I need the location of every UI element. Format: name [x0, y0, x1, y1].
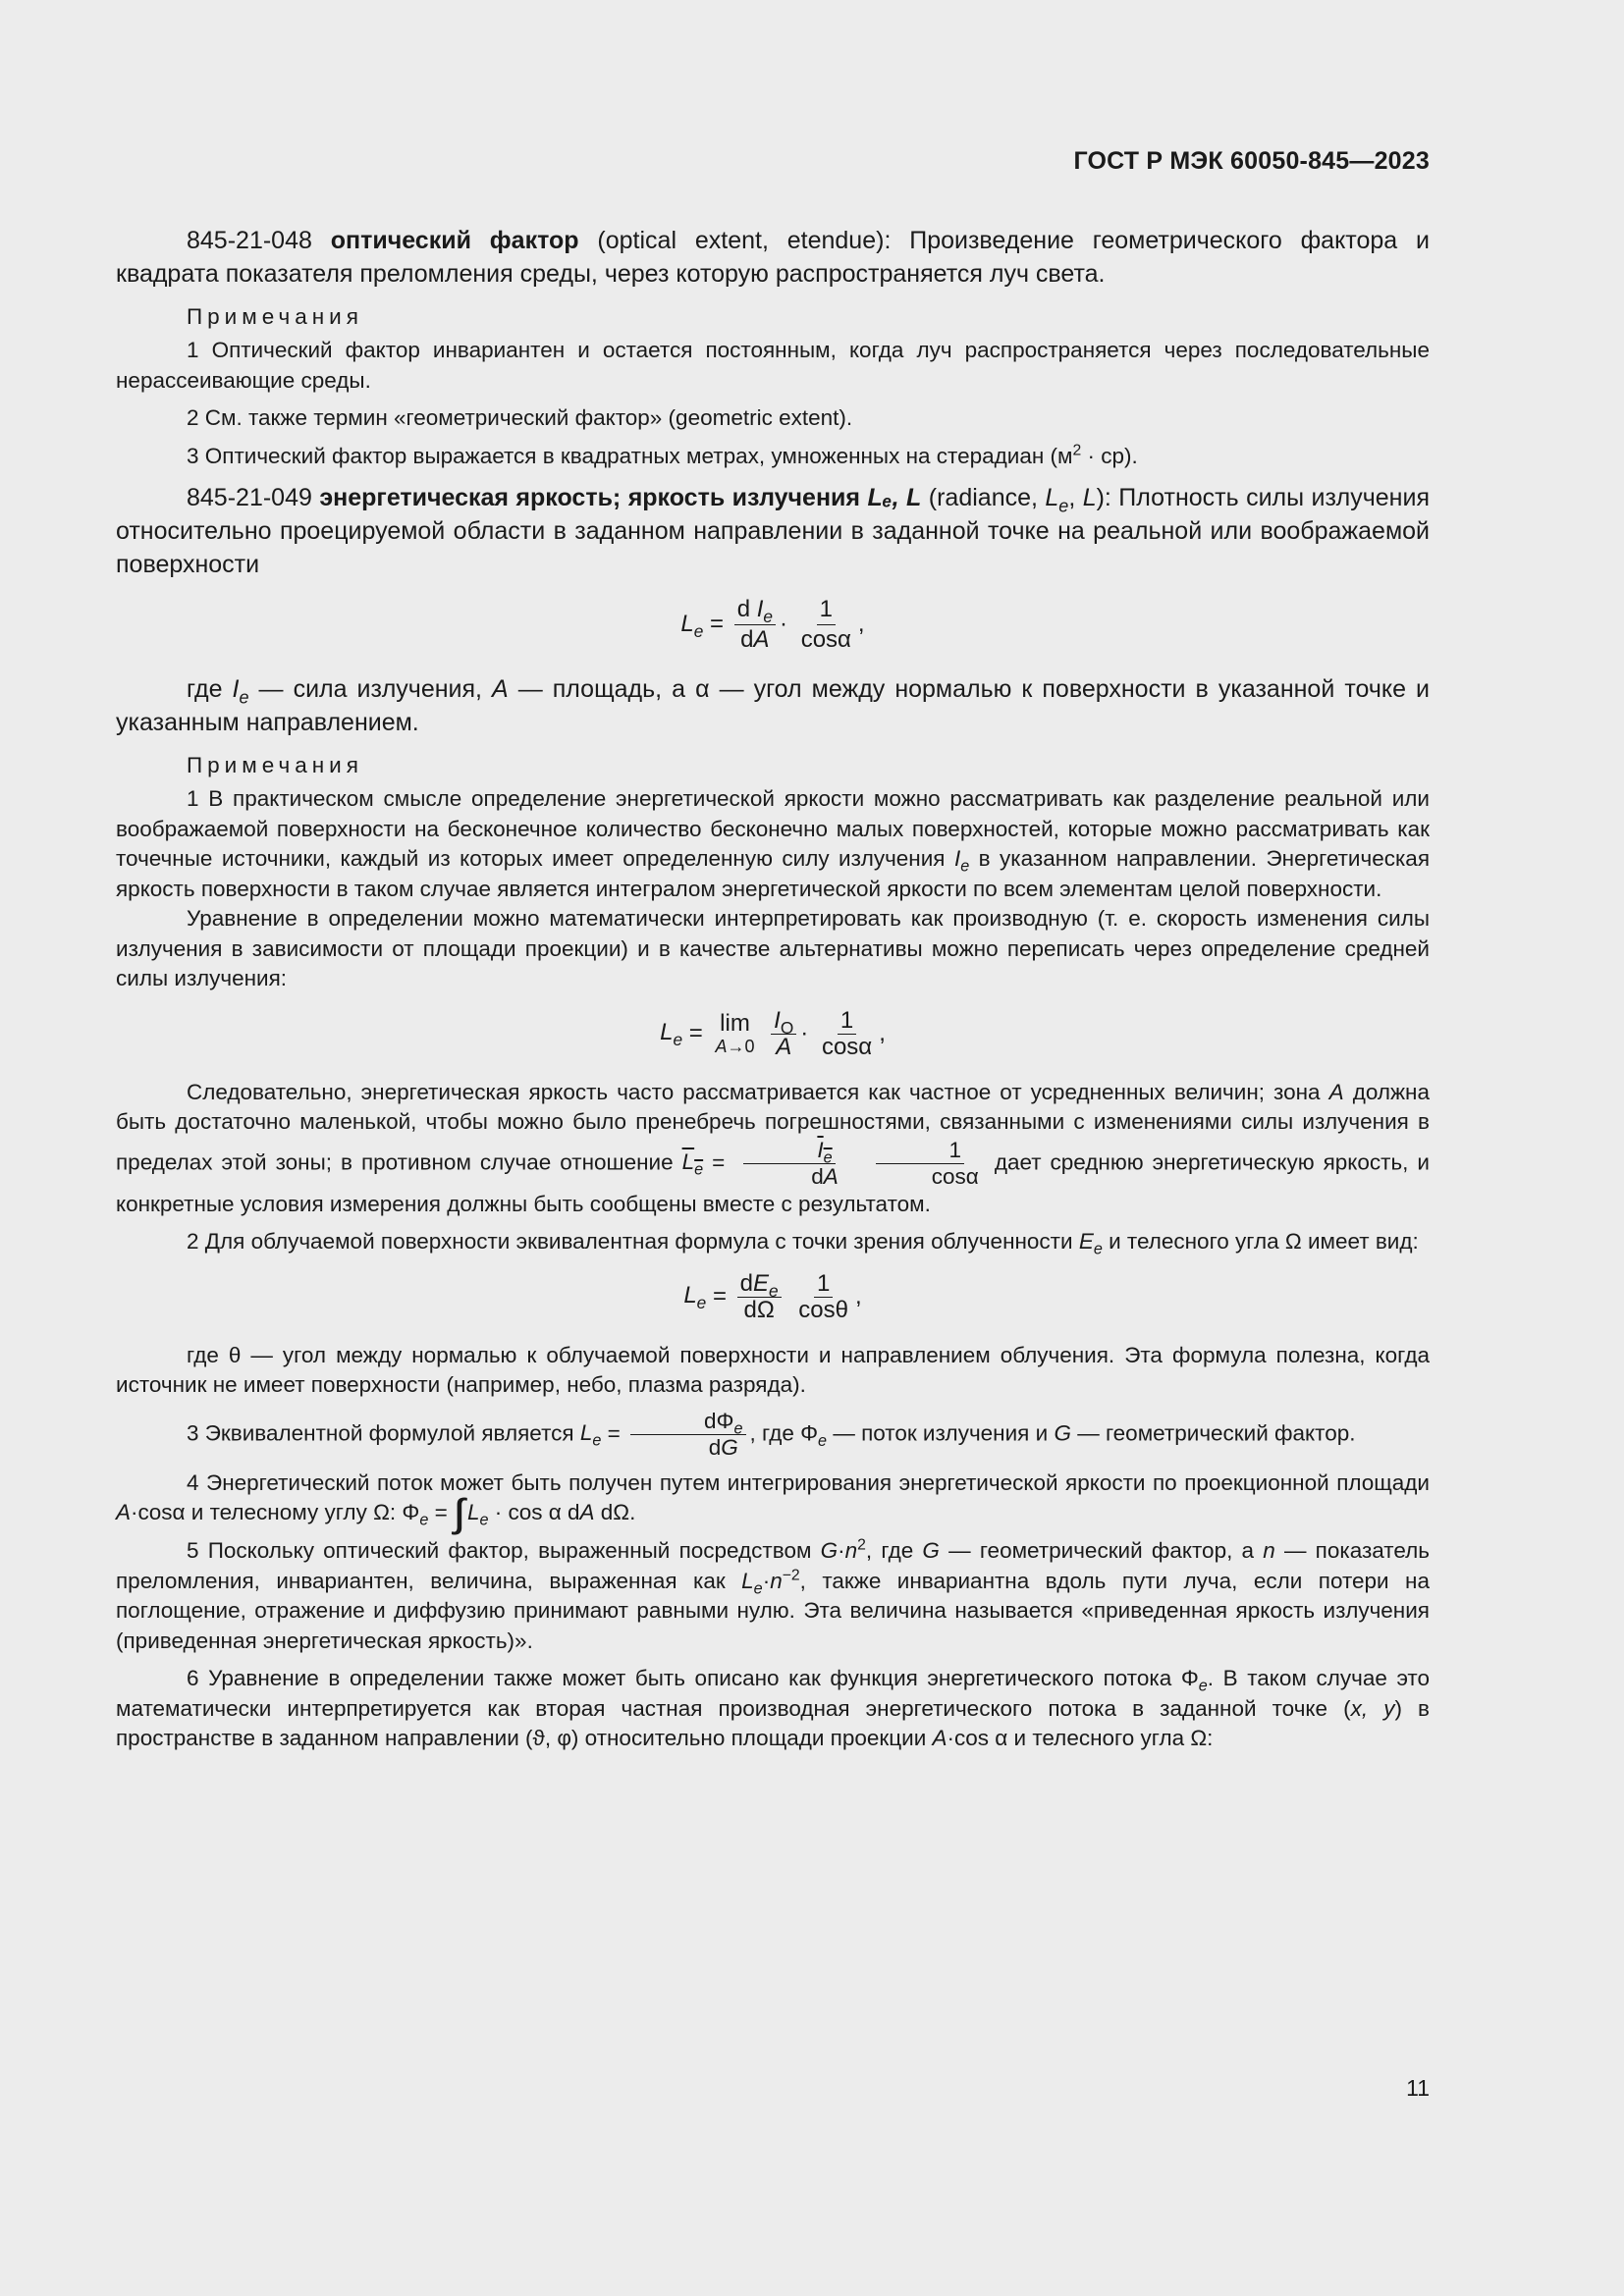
limit-formula: $L_e$ = lim A→0 $\frac{I_O}{A}$ · $\frac{1}{\cos\alpha}$ , [660, 1006, 886, 1060]
notes-heading: Примечания [187, 753, 363, 777]
note-1: 1 В практическом смысле определение энергетической яркости можно рассматривать как разделение реальной или воображаемой поверхности на бесконечное количество бесконечно малых поверхностей, которые можно рассматривать как точечные источники, каждый из которых имеет определенную силу излучения $I_e$ в указанном направлении. Энергетическая яркость поверхности в таком случае является интегралом энергетической яркости по всем элементам целой поверхности. [116, 786, 1431, 901]
entry-term: оптический фактор [330, 227, 579, 254]
notes-heading: Примечания [187, 304, 363, 329]
note-6: 6 Уравнение в определении также может быть описано как функция энергетического потока $\Phi_e$. В таком случае это математически интерпретируется как вторая частная производная энергетического потока в заданной точке (x, y) в пространстве в заданном направлении (ϑ, φ) относительно площади проекции A·cos α и телесного угла Ω: [116, 1666, 1430, 1751]
note-2: 2 Для облучаемой поверхности эквивалентная формула с точки зрения облученности $E_e$ и телесного угла Ω имеет вид: [187, 1229, 1419, 1258]
standard-header: ГОСТ Р МЭК 60050-845—2023 [1073, 147, 1430, 175]
note-3: 3 Оптический фактор выражается в квадратных метрах, умноженных на стерадиан $(м^2 \cdot ср)$. [187, 441, 1138, 468]
page-content [116, 224, 1430, 1762]
note-2-theta: где θ — угол между нормалью к облучаемой поверхности и направлением облучения. Эта формула полезна, когда источник не имеет поверхности (например, небо, плазма разряда). [116, 1342, 1430, 1397]
where-clause: где $I_e$ — сила излучения, A — площадь, а α — угол между нормалью к поверхности в указанной точке и указанным направлением. [116, 675, 1431, 736]
note-1: 1 Оптический фактор инвариантен и остается постоянным, когда луч распространяется через последовательные нерассеивающие среды. [116, 338, 1430, 393]
entry-english: (optical extent, etendue) [597, 227, 885, 254]
radiance-formula: $L_e$ = $\frac{d I_e}{dA}$ · $\frac{1}{\cos\alpha}$ , [680, 596, 865, 653]
entry-number: 845-21-048 [187, 227, 312, 254]
entry-definition: : Произведение геометрического фактора и квадрата показателя преломления среды, через которую распространяется луч света. [116, 227, 1430, 288]
note-1-average: Следовательно, энергетическая яркость часто рассматривается как частное от усредненных величин; зона A должна быть достаточно маленькой, чтобы можно было пренебречь погрешностями, связанными с изменениями силы излучения в пределах этой зоны; в противном случае отношение $L_e$ = $\frac{I_e}{dA}$ $\frac{1}{\cos\alpha}$ дает среднюю энергетическую яркость, и конкретные условия измерения должны быть сообщены вместе с результатом. [116, 1079, 1430, 1216]
irradiance-formula: $L_e$ = $\frac{dE_e}{d\Omega}$ $\frac{1}{\cos\theta}$ , [683, 1269, 862, 1323]
note-4: 4 Энергетический поток может быть получен путем интегрирования энергетической яркости по проекционной площади A·cosα и телесному углу Ω: $\Phi_e$ = ∫∫ $L_e \cdot \cos \alpha$ dA dΩ. [116, 1469, 1430, 1535]
entry-symbols: Lₑ, L [867, 484, 922, 511]
entry-845-21-048 [116, 224, 1430, 291]
note-5: 5 Поскольку оптический фактор, выраженный посредством $G\cdot n^2$, где G — геометрический фактор, а n — показатель преломления, инвариантен, величина, выраженная как $L_e\cdot n^{-2}$, также инвариантна вдоль пути луча, если потери на поглощение, отражение и диффузию принимают равными нулю. Эта величина называется «приведенная яркость излучения (приведенная энергетическая яркость)». [116, 1536, 1430, 1653]
note-2: 2 См. также термин «геометрический фактор» (geometric extent). [187, 405, 853, 430]
page-number: 11 [1406, 2075, 1430, 2101]
entry-number: 845-21-049 [187, 484, 312, 511]
note-3: 3 Эквивалентной формулой является $L_e$ = $\frac{d\Phi_e}{dG}$ , где $\Phi_e$ — поток излучения и G — геометрический фактор. [187, 1408, 1356, 1460]
note-1-continued: Уравнение в определении можно математически интерпретировать как производную (т. е. скорость изменения силы излучения в зависимости от площади проекции) и в качестве альтернативы можно переписать через определение средней силы излучения: [116, 906, 1430, 990]
entry-845-21-049: 845-21-049 энергетическая яркость; яркость излучения Lₑ, L (radiance, $L_e$, L): Плотность силы излучения относительно проецируемой области в заданном направлении в заданной точке на реальной или воображаемой поверхности [116, 484, 1430, 578]
entry-term: энергетическая яркость; яркость излучения [319, 484, 861, 511]
